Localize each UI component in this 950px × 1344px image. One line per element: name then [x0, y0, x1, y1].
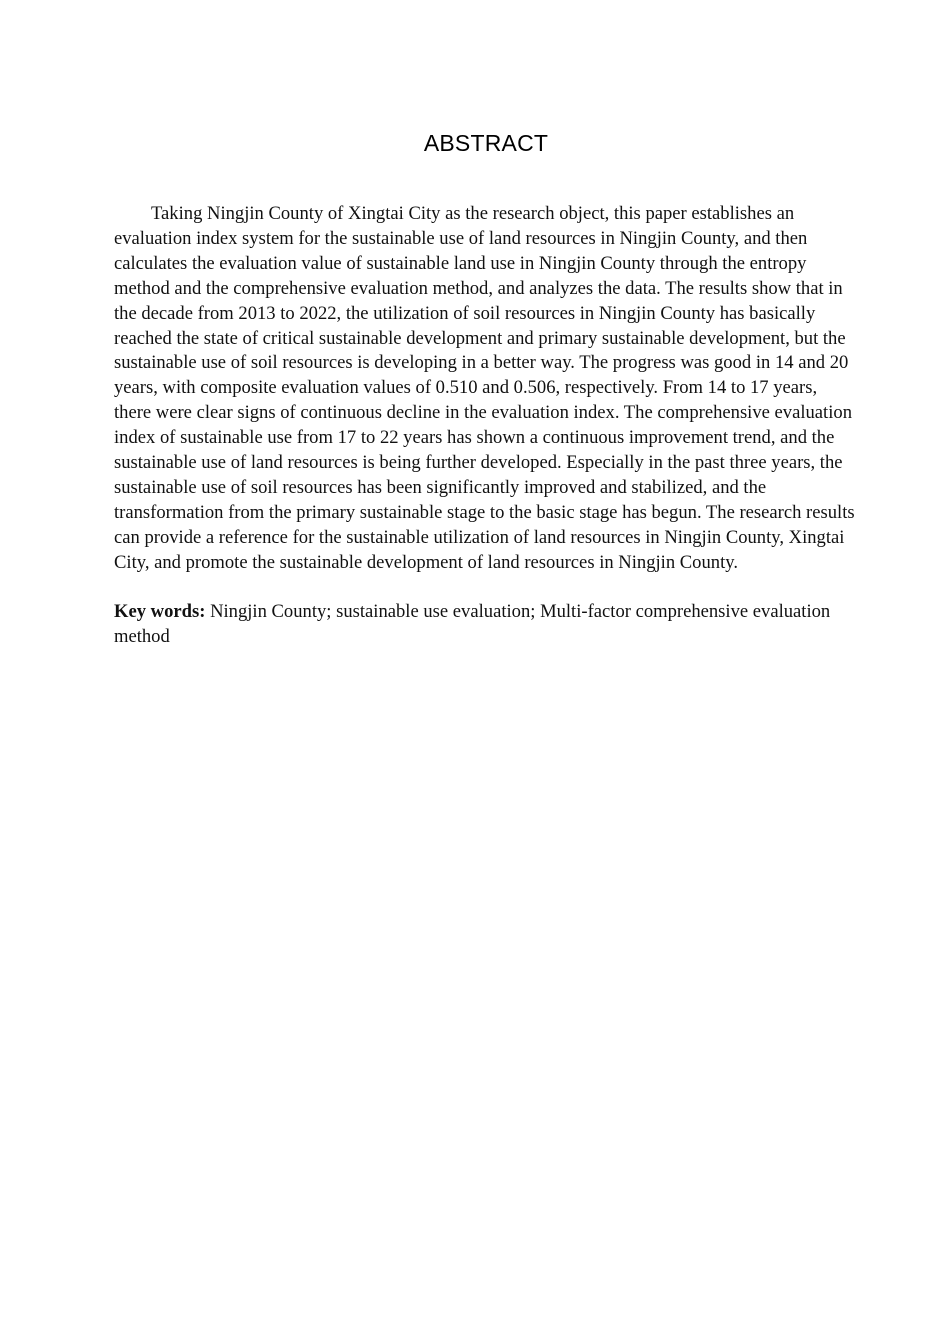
abstract-paragraph: Taking Ningjin County of Xingtai City as the research object, this paper establishes an evaluation index system for the sustainable use of land resources in Ningjin County, and then calculates the evaluation value of sustainable land use in Ningjin County through the entropy method and the comprehensive evaluation method, and analyzes the data. The results show that in the decade from 2013 to 2022, the utilization of soil resources in Ningjin County has basically reached the state of critical sustainable development and primary sustainable development, but the sustainable use of soil resources is developing in a better way. The progress was good in 14 and 20 years, with composite evaluation values of 0.510 and 0.506, respectively. From 14 to 17 years, there were clear signs of continuous decline in the evaluation index. The comprehensive evaluation index of sustainable use from 17 to 22 years has shown a continuous improvement trend, and the sustainable use of land resources is being further developed. Especially in the past three years, the sustainable use of soil resources has been significantly improved and stabilized, and the transformation from the primary sustainable stage to the basic stage has begun. The research results can provide a reference for the sustainable utilization of land resources in Ningjin County, Xingtai City, and promote the sustainable development of land resources in Ningjin County.: [114, 203, 855, 573]
keywords-label: Key words:: [114, 601, 206, 622]
keywords-text: Ningjin County; sustainable use evaluation; Multi-factor comprehensive evaluation method: [114, 601, 831, 647]
abstract-heading: ABSTRACT: [423, 130, 549, 156]
keywords-line: [114, 600, 856, 650]
